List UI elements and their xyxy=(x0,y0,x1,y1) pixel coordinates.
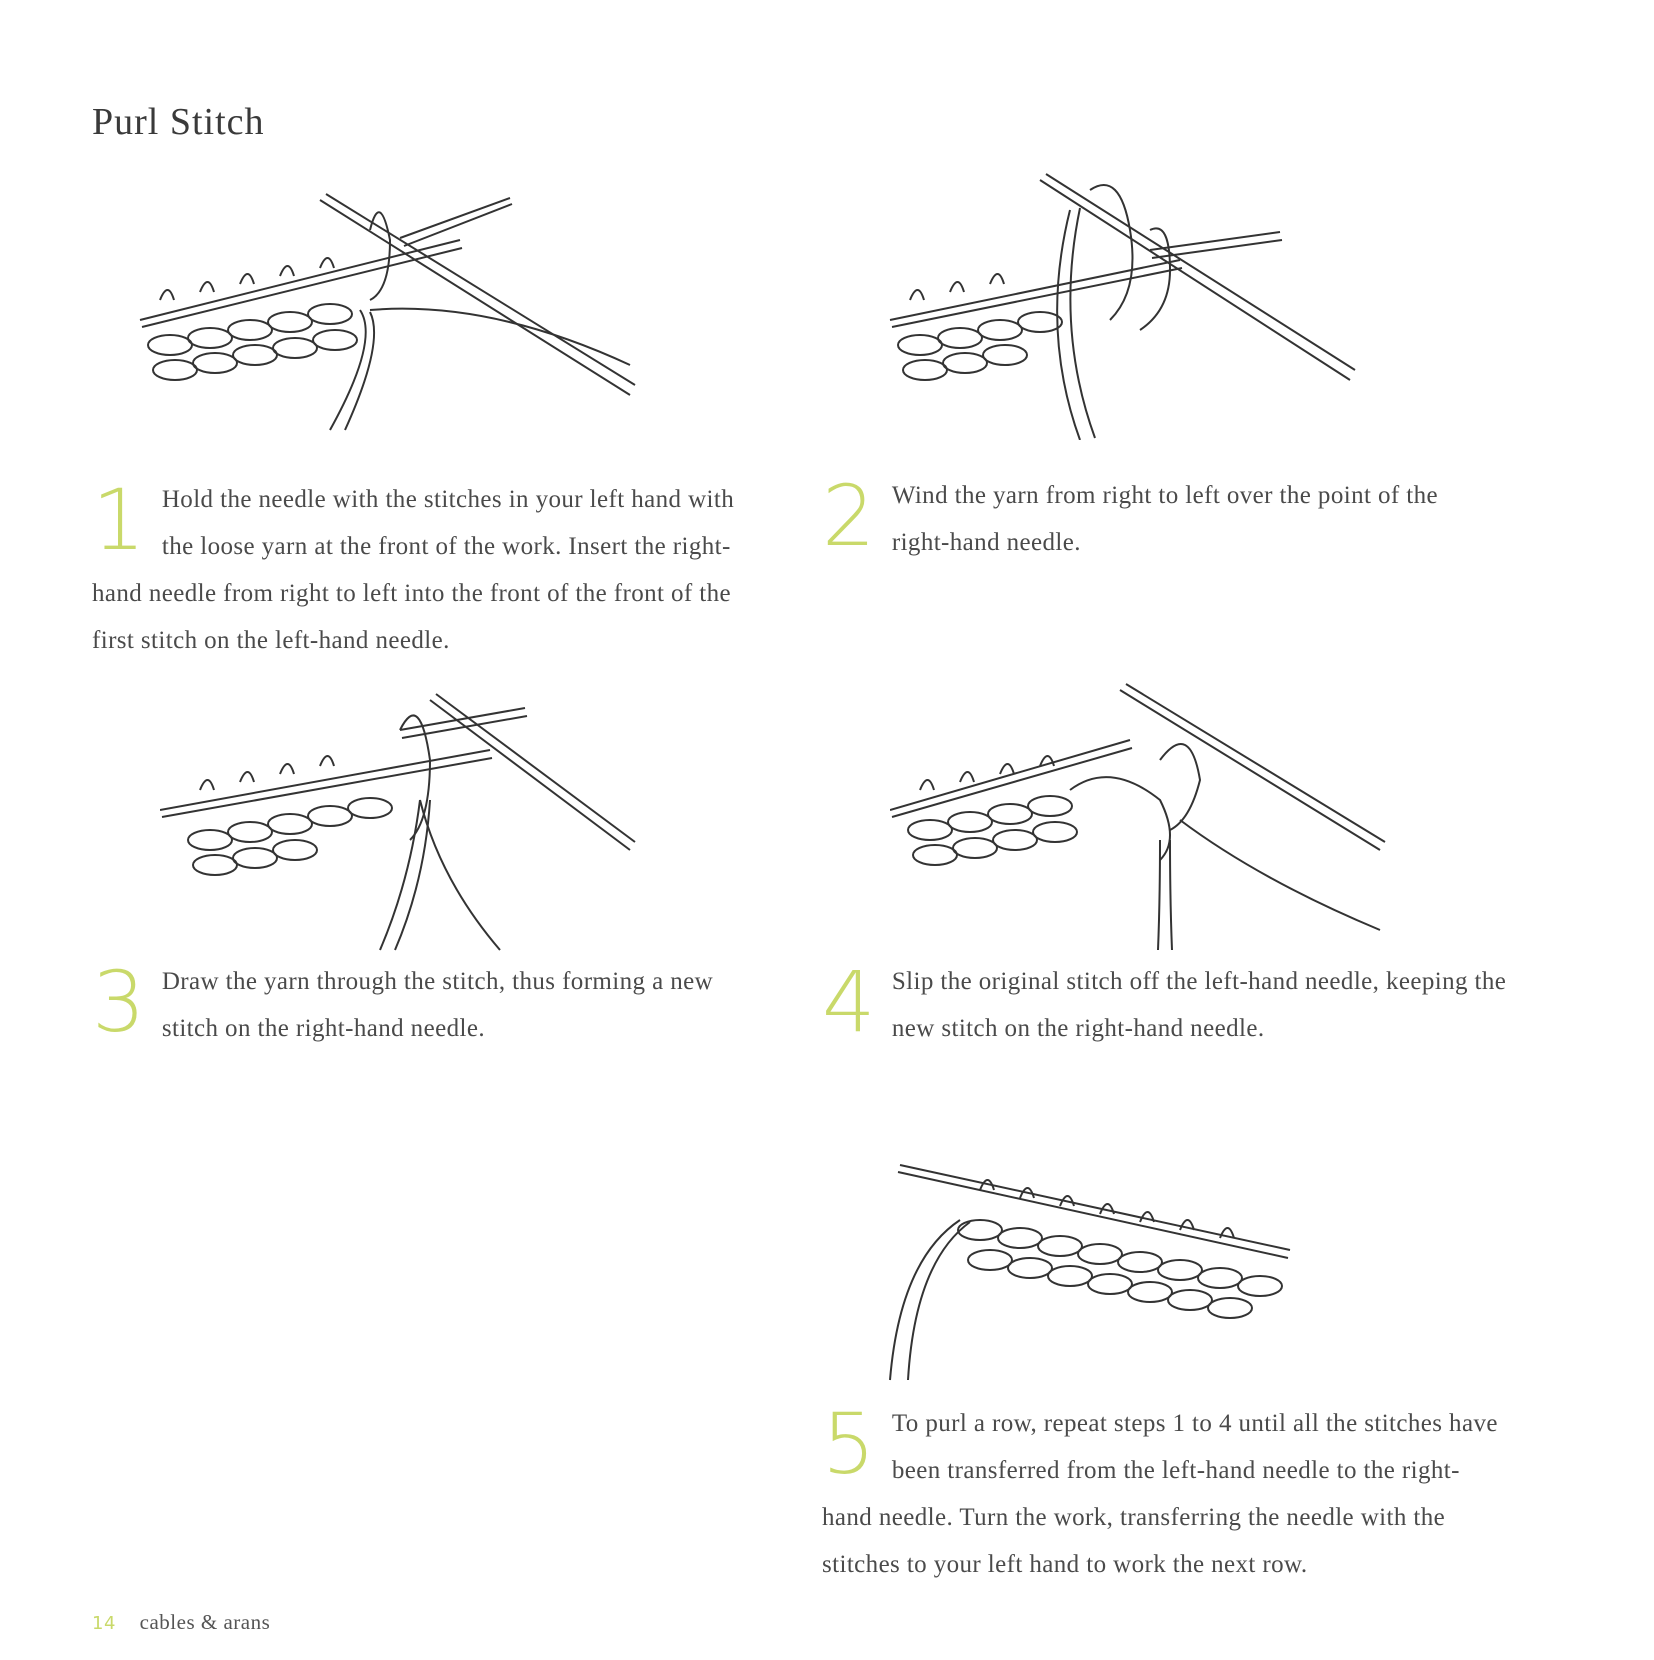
step-number: 4 xyxy=(822,953,876,1051)
illustration-step-4 xyxy=(890,680,1390,950)
step-1-text xyxy=(92,471,772,664)
step-instruction: Draw the yarn through the stitch, thus forming a new stitch on the right-hand needle. xyxy=(161,968,714,1042)
illustration-step-2 xyxy=(880,170,1400,440)
step-number: 3 xyxy=(92,953,146,1051)
step-number: 1 xyxy=(92,471,146,569)
step-3-text xyxy=(92,953,772,1052)
step-number: 5 xyxy=(822,1395,876,1493)
step-5-text xyxy=(822,1395,1502,1588)
illustration-step-3 xyxy=(160,690,640,960)
step-instruction: Wind the yarn from right to left over the point of the right-hand needle. xyxy=(891,482,1438,556)
page-footer xyxy=(92,1610,270,1635)
step-4-text xyxy=(822,953,1522,1052)
step-instruction: Slip the original stitch off the left-hand needle, keeping the new stitch on the right-hand needle. xyxy=(891,968,1507,1042)
step-2-text xyxy=(822,467,1502,566)
page-title: Purl Stitch xyxy=(92,101,265,143)
step-instruction: Hold the needle with the stitches in your left hand with the loose yarn at the front of the work. Insert the right-hand needle from right to left into the front of the front of the first stitch on the left-hand needle. xyxy=(92,486,735,654)
step-number: 2 xyxy=(822,467,876,565)
book-title: cables & arans xyxy=(139,1610,271,1634)
step-instruction: To purl a row, repeat steps 1 to 4 until all the stitches have been transferred from the left-hand needle to the right-hand needle. Turn the work, transferring the needle with the stitches to your left hand to work the next row. xyxy=(822,1410,1498,1578)
illustration-step-1 xyxy=(130,180,650,440)
illustration-step-5 xyxy=(880,1150,1300,1390)
page-number: 14 xyxy=(92,1613,116,1634)
